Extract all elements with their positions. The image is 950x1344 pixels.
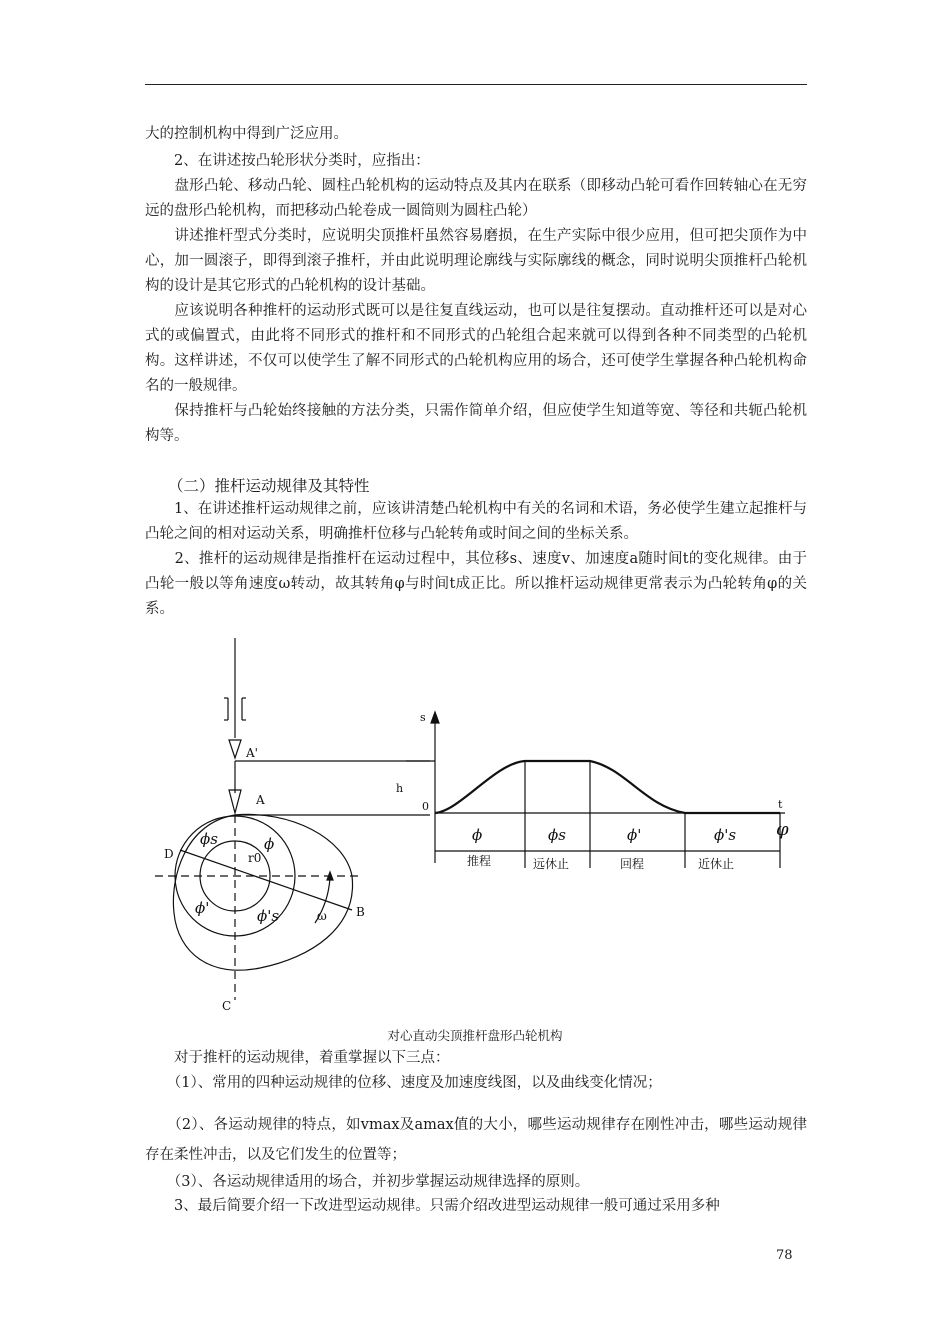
paragraph-5: 应该说明各种推杆的运动形式既可以是往复直线运动，也可以是往复摆动。直动推杆还可以是对心式的或偏置式，由此将不同形式的推杆和不同形式的凸轮组合起来就可以得到各种不同类型的凸轮机构。这样讲述，不仅可以使学生了解不同形式的凸轮机构应用的场合，还可使学生掌握各种凸轮机构命名的一般规律。 [145,303,807,394]
paragraph-6: 保持推杆与凸轮始终接触的方法分类，只需作简单介绍，但应使学生知道等宽、等径和共轭凸轮机构等。 [145,403,807,444]
figure-caption: 对心直动尖顶推杆盘形凸轮机构 [387,1028,563,1043]
label-s-axis: s [420,711,426,724]
label-cam-phi-s-prime: ϕ's [257,907,280,925]
paragraph-13: 3、最后简要介绍一下改进型运动规律。只需介绍改进型运动规律一般可通过采用多种 [145,1198,720,1214]
label-r0: r0 [248,851,262,865]
label-a: A [256,793,265,807]
paragraph-7: 1、在讲述推杆运动规律之前，应该讲清楚凸轮机构中有关的名词和术语，务必使学生建立起推杆与凸轮之间的相对运动关系，明确推杆位移与凸轮转角或时间之间的坐标关系。 [145,501,807,542]
header-rule [145,84,807,85]
label-h: h [396,782,404,795]
paragraph-10: （1）、常用的四种运动规律的位移、速度及加速度线图，以及曲线变化情况； [145,1075,662,1091]
paragraph-4: 讲述推杆型式分类时，应说明尖顶推杆虽然容易磨损，在生产实际中很少应用，但可把尖顶作为中心，加一圆滚子，即得到滚子推杆，并由此说明理论廓线与实际廓线的概念，同时说明尖顶推杆凸轮机构的设计是其它形式的凸轮机构的设计基础。 [145,228,807,294]
label-a-prime: A' [246,746,258,760]
label-b: B [356,905,365,919]
label-phi-axis: φ [776,819,789,840]
paragraph-12: （3）、各运动规律适用的场合，并初步掌握运动规律选择的原则。 [145,1174,590,1190]
label-graph-phi-s-prime: ϕ's [714,826,737,844]
paragraph-1: 大的控制机构中得到广泛应用。 [145,126,348,142]
paragraph-11: （2）、各运动规律的特点，如vmax及amax值的大小，哪些运动规律存在刚性冲击，哪些运动规律存在柔性冲击，以及它们发生的位置等； [145,1117,807,1163]
label-graph-phi-s: ϕs [548,826,566,844]
label-cam-phi-prime: ϕ' [195,899,210,917]
segment-label-return: 回程 [620,857,645,871]
label-d: D [164,847,174,861]
label-zero: 0 [422,800,429,813]
label-cam-phi: ϕ [264,835,275,853]
label-graph-phi: ϕ [472,826,483,844]
segment-label-rise: 推程 [467,854,492,868]
paragraph-2: 2、在讲述按凸轮形状分类时，应指出： [145,153,430,169]
segment-label-far-dwell: 远休止 [533,857,570,871]
paragraph-3: 盘形凸轮、移动凸轮、圆柱凸轮机构的运动特点及其内在联系（即移动凸轮可看作回转轴心在无穷远的盘形凸轮机构，而把移动凸轮卷成一圆筒则为圆柱凸轮） [145,178,807,219]
segment-label-near-dwell: 近休止 [698,857,735,871]
label-graph-phi-prime: ϕ' [627,826,642,844]
page-number: 78 [776,1248,793,1263]
paragraph-8: 2、推杆的运动规律是指推杆在运动过程中，其位移s、速度v、加速度a随时间t的变化规律。由于凸轮一般以等角速度ω转动，故其转角φ与时间t成正比。所以推杆运动规律更常表示为凸轮转角φ的关系。 [145,551,807,617]
paragraph-9: 对于推杆的运动规律，着重掌握以下三点： [145,1050,450,1066]
section-heading: （二）推杆运动规律及其特性 [168,477,370,495]
label-omega: ω [317,909,327,923]
label-c: C [222,999,232,1013]
label-t-axis: t [778,798,783,811]
cam-mechanism-figure [140,628,810,1023]
label-cam-phi-s: ϕs [200,830,218,848]
